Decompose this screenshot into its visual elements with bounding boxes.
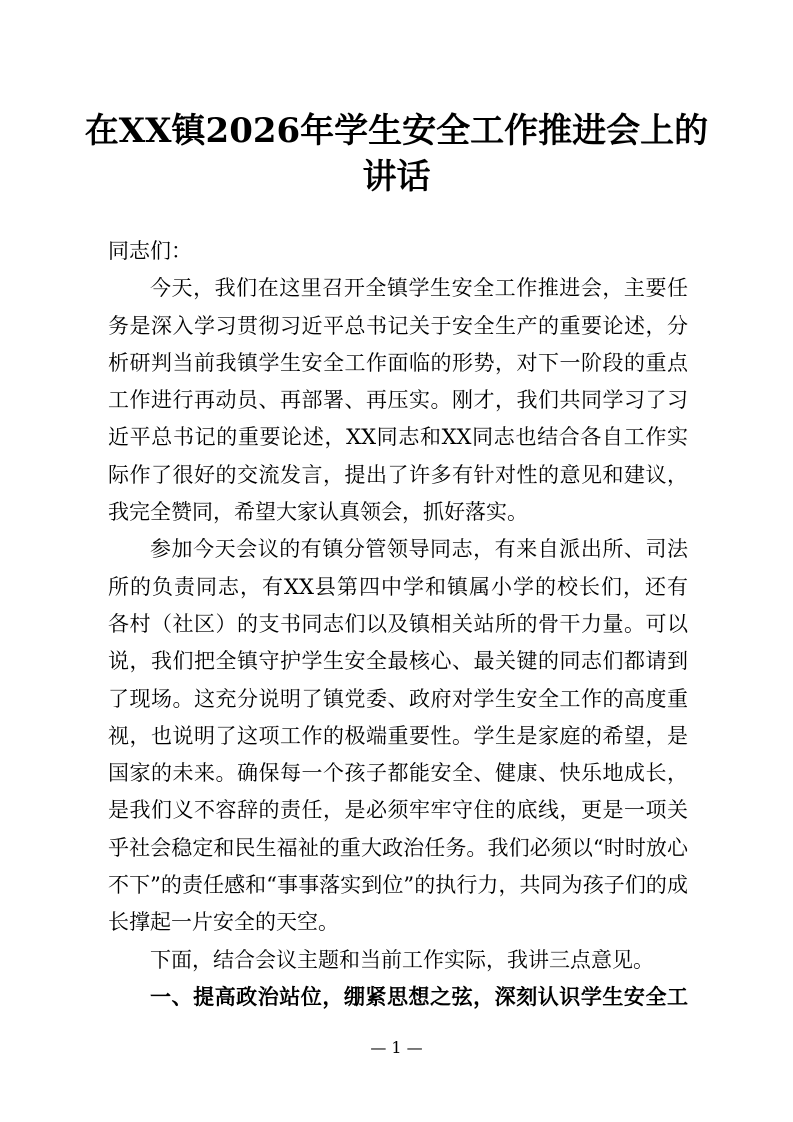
section-heading-line: 一、提高政治站位，绷紧思想之弦，深刻认识学生安全工 [150, 984, 688, 1009]
paragraph-line: 视，也说明了这项工作的极端重要性。学生是家庭的希望，是 [108, 723, 688, 748]
paragraph-line: 下面，结合会议主题和当前工作实际，我讲三点意见。 [150, 947, 654, 972]
paragraph-3 [108, 942, 688, 979]
document-title [80, 108, 713, 200]
paragraph-line: 了现场。这充分说明了镇党委、政府对学生安全工作的高度重 [108, 686, 688, 711]
paragraph-line: 长撑起一片安全的天空。 [108, 910, 339, 935]
paragraph-line: 各村（社区）的支书同志们以及镇相关站所的骨干力量。可以 [108, 611, 688, 636]
paragraph-line: 说，我们把全镇守护学生安全最核心、最关键的同志们都请到 [108, 649, 688, 674]
section-heading [108, 979, 688, 1016]
paragraph-2 [108, 531, 688, 941]
paragraph-line: 析研判当前我镇学生安全工作面临的形势，对下一阶段的重点 [108, 350, 688, 375]
salutation [108, 233, 688, 270]
paragraph-line: 是我们义不容辞的责任，是必须牢牢守住的底线，更是一项关 [108, 798, 688, 823]
paragraph-line: 国家的未来。确保每一个孩子都能安全、健康、快乐地成长， [108, 761, 688, 786]
paragraph-line: 务是深入学习贯彻习近平总书记关于安全生产的重要论述，分 [108, 313, 688, 338]
salutation-line: 同志们： [108, 239, 192, 263]
paragraph-line: 乎社会稳定和民生福祉的重大政治任务。我们必须以“时时放心 [108, 835, 688, 860]
paragraph-line: 际作了很好的交流发言，提出了许多有针对性的意见和建议， [108, 462, 688, 487]
paragraph-line: 所的负责同志，有XX县第四中学和镇属小学的校长们，还有 [108, 574, 688, 599]
paragraph-line: 参加今天会议的有镇分管领导同志，有来自派出所、司法 [150, 537, 688, 562]
paragraph-line: 近平总书记的重要论述，XX同志和XX同志也结合各自工作实 [108, 425, 688, 450]
paragraph-1 [108, 270, 688, 531]
page-number: — 1 — [370, 1038, 423, 1057]
paragraph-line: 今天，我们在这里召开全镇学生安全工作推进会，主要任 [150, 276, 688, 301]
paragraph-line: 不下”的责任感和“事事落实到位”的执行力，共同为孩子们的成 [108, 873, 688, 898]
title-line-1: 在XX镇2026年学生安全工作推进会上的 [84, 111, 709, 151]
paragraph-line: 工作进行再动员、再部署、再压实。刚才，我们共同学习了习 [108, 388, 688, 413]
paragraph-line: 我完全赞同，希望大家认真领会，抓好落实。 [108, 500, 528, 525]
title-line-2: 讲话 [362, 157, 431, 197]
document-body [108, 233, 688, 1016]
